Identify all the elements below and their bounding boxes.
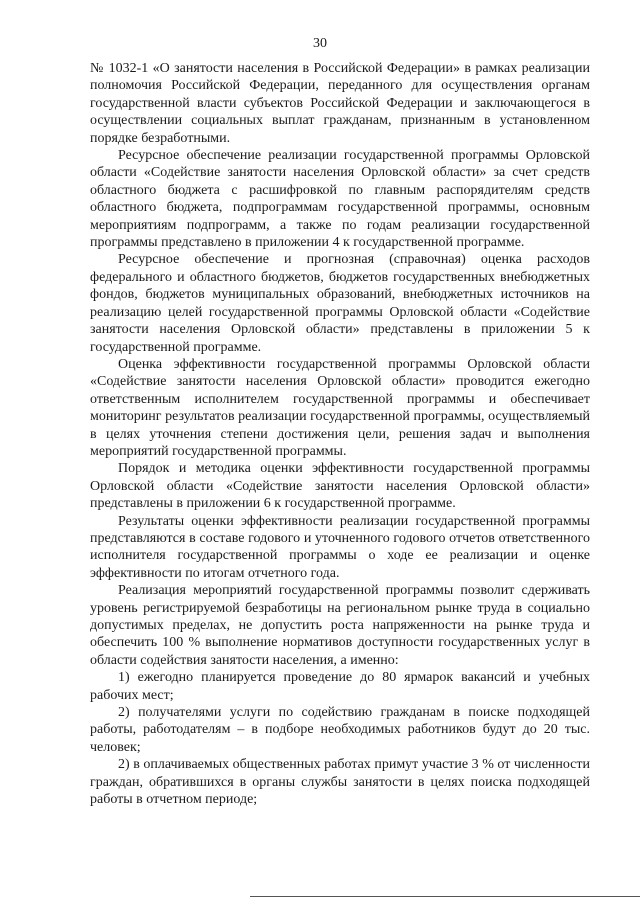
list-item: 2) получателями услуги по содействию гражданам в поиске подходящей работы, работодателям – в подборе необходимых работников будут до 20 тыс. человек;	[90, 705, 590, 755]
document-body	[90, 60, 590, 808]
list-item: 1) ежегодно планируется проведение до 80 ярмарок вакансий и учебных рабочих мест;	[90, 670, 590, 703]
paragraph: Реализация мероприятий государственной программы позволит сдерживать уровень регистрируемой безработицы на региональном рынке труда в социально допустимых пределах, не допустить роста напряженности на рынке труда и обеспечить 100 % выполнение нормативов доступности государственных услуг в области содействия занятости населения, а именно:	[90, 583, 590, 668]
bottom-rule	[250, 896, 640, 897]
paragraph: Ресурсное обеспечение реализации государственной программы Орловской области «Содействие занятости населения Орловской области» за счет средств областного бюджета с расшифровкой по главным распорядителям средств областного бюджета, подпрограммам государственной программы, основным мероприятиям подпрограмм, а также по годам реализации государственной программы представлено в приложении 4 к государственной программе.	[90, 148, 590, 251]
paragraph: Результаты оценки эффективности реализации государственной программы представляются в составе годового и уточненного годового отчетов ответственного исполнителя государственной программы о ходе ее реализации и оценке эффективности по итогам отчетного года.	[90, 513, 590, 581]
paragraph: № 1032-1 «О занятости населения в Российской Федерации» в рамках реализации полномочия Российской Федерации, переданного для осуществления органам государственной власти субъектов Российской Федерации и заключающегося в осуществлении социальных выплат гражданам, признанным в установленном порядке безработными.	[90, 61, 590, 146]
page-number: 30	[313, 36, 327, 51]
list-item: 2) в оплачиваемых общественных работах примут участие 3 % от численности граждан, обратившихся в органы службы занятости в целях поиска подходящей работы в отчетном периоде;	[90, 757, 590, 808]
paragraph: Порядок и методика оценки эффективности государственной программы Орловской области «Содействие занятости населения Орловской области» представлены в приложении 6 к государственной программе.	[90, 461, 590, 512]
paragraph: Ресурсное обеспечение и прогнозная (справочная) оценка расходов федерального и областного бюджетов, бюджетов государственных внебюджетных фондов, бюджетов муниципальных образований, внебюджетных источников на реализацию целей государственной программы Орловской области «Содействие занятости населения Орловской области» представлены в приложении 5 к государственной программе.	[90, 252, 590, 355]
paragraph: Оценка эффективности государственной программы Орловской области «Содействие занятости населения Орловской области» проводится ежегодно ответственным исполнителем государственной программы и обеспечивает мониторинг результатов реализации государственной программы, осуществляемый в целях уточнения степени достижения цели, решения задач и выполнения мероприятий государственной программы.	[90, 356, 590, 459]
